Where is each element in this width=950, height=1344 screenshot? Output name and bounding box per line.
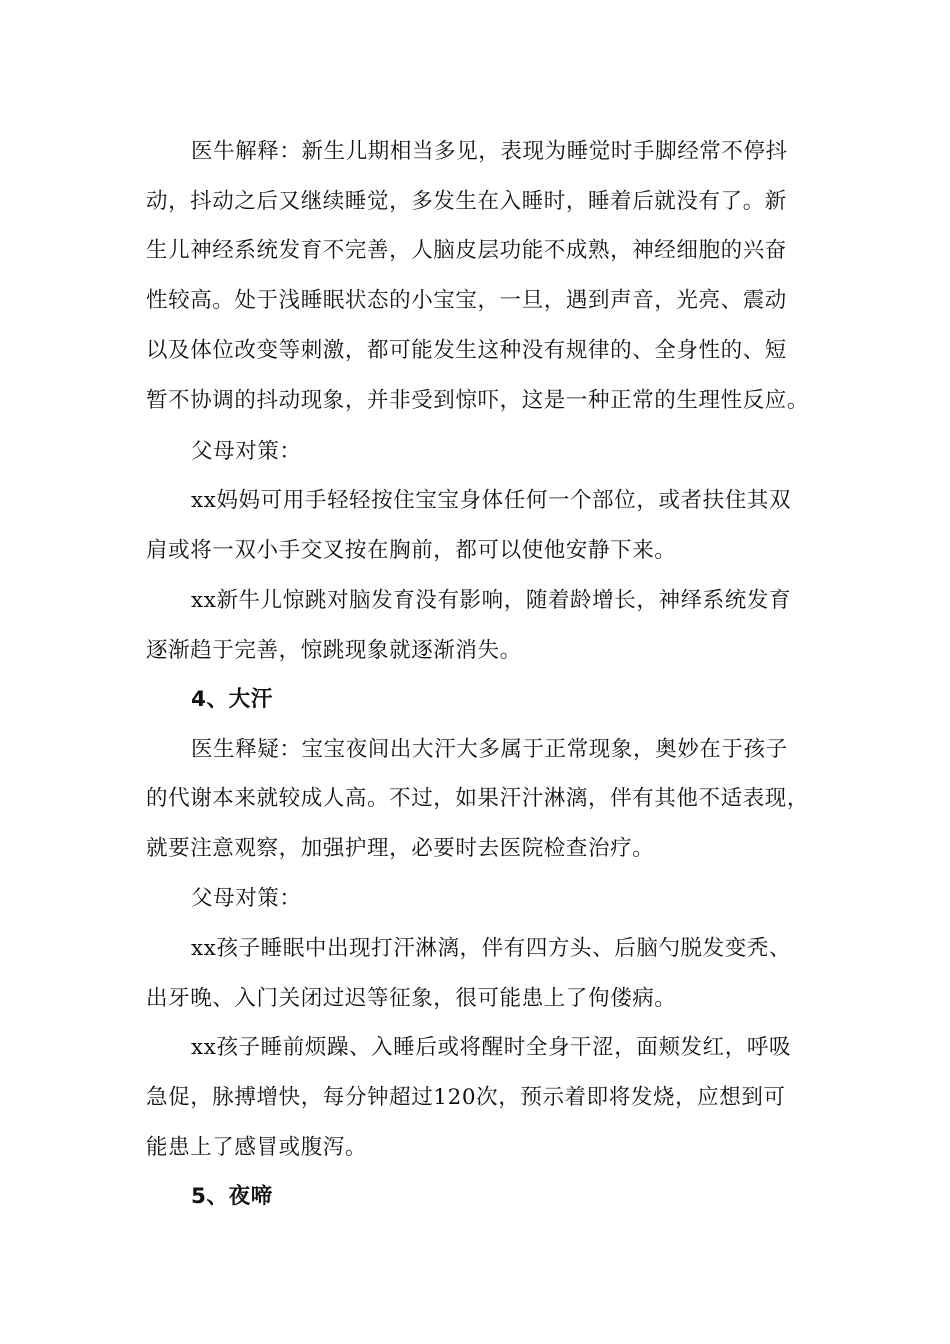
subheading-parent-strategy: 父母对策： [191, 439, 302, 464]
paragraph-line: 医牛解释：新生儿期相当多见，表现为睡觉时手脚经常不停抖 [191, 139, 788, 164]
paragraph-line: 动，抖动之后又继续睡觉，多发生在入睡时，睡着后就没有了。新 [146, 189, 787, 214]
paragraph-line: 能患上了感冒或腹泻。 [146, 1135, 368, 1160]
section-heading-sweat: 4、大汗 [191, 687, 273, 712]
section-heading-night-crying: 5、夜啼 [191, 1184, 273, 1209]
paragraph-line: 以及体位改变等刺激，都可能发生这种没有规律的、全身性的、短 [146, 338, 787, 363]
subheading-parent-strategy: 父母对策： [191, 886, 302, 911]
paragraph-line: 出牙晚、入门关闭过迟等征象，很可能患上了佝偻病。 [146, 986, 677, 1011]
paragraph-line: 的代谢本来就较成人高。不过，如果汗汁淋漓，伴有其他不适表现， [146, 786, 810, 811]
paragraph-line: 就要注意观察，加强护理，必要时去医院检查治疗。 [146, 836, 655, 861]
paragraph-line: xx妈妈可用手轻轻按住宝宝身体任何一个部位，或者扶住其双 [191, 488, 792, 513]
paragraph-line: xx新牛儿惊跳对脑发育没有影响，随着龄增长，神绎系统发育 [191, 588, 792, 613]
paragraph-line: 性较高。处于浅睡眠状态的小宝宝，一旦，遇到声音，光亮、震动 [146, 288, 787, 313]
paragraph-line: 生儿神经系统发育不完善，人脑皮层功能不成熟，神经细胞的兴奋 [146, 238, 787, 263]
paragraph-line: 逐渐趋于完善，惊跳现象就逐渐消失。 [146, 638, 522, 663]
paragraph-line: 肩或将一双小手交叉按在胸前，都可以使他安静下来。 [146, 538, 677, 563]
paragraph-line: 医生释疑：宝宝夜间出大汗大多属于正常现象，奥妙在于孩子 [191, 737, 788, 762]
paragraph-line: xx孩子睡眠中出现打汗淋漓，伴有四方头、后脑勺脱发变秃、 [191, 936, 792, 961]
paragraph-line: 暂不协调的抖动现象，并非受到惊吓，这是一种正常的生理性反应。 [146, 388, 810, 413]
paragraph-line: xx孩子睡前烦躁、入睡后或将醒时全身干涩，面颊发红，呼吸 [191, 1035, 792, 1060]
paragraph-line: 急促，脉搏增快，每分钟超过120次，预示着即将发烧，应想到可 [146, 1085, 786, 1110]
